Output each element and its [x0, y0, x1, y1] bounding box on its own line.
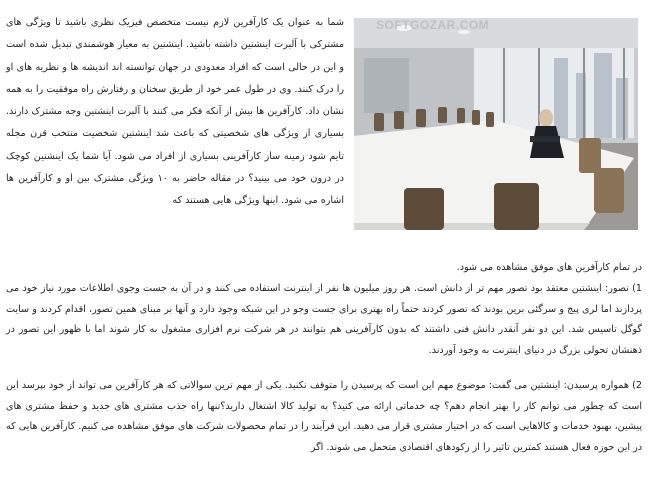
list-item [6, 279, 642, 361]
intro-continuation: در تمام کارآفرین های موفق مشاهده می شود. [456, 262, 642, 273]
office-photo [354, 18, 638, 230]
intro-paragraph: شما به عنوان یک کارآفرین لازم نیست متخصص فیزیک نظری باشید تا ویژگی های مشترکی با آلبرت اینشتین داشته باشید. اینشتین به معیار هوشمندی تبدیل شده است و این در حالی است که افراد معدودی در جهان توانسته اند اندیشه ها و نظریه های او را درک کنند. وی در طول عمر خود از طریق سخنان و رفتارش راه موفقیت را به همه نشان داد. کارآفرین ها بیش از آنکه فکر می کنند با آلبرت اینشتین وجه مشترک دارند. بسیاری از ویژگی های شخصیتی که باعث شد اینشتین شخصیت منتخب قرن مجله تایم شود زمینه ساز کارآفرینی بسیاری از افراد می شود. آیا شما یک اینشتین کوچک در درون خود می بینید؟ در مقاله حاضر به ۱۰ ویژگی مشترک بین او و کارآفرین ها اشاره می شود. اینها ویژگی هایی هستند که [6, 17, 344, 207]
watermark: SOFTGOZAR.COM [376, 18, 490, 32]
item-number: 2) [632, 380, 643, 391]
list-item [6, 376, 642, 458]
item-text: اینشتین معتقد بود تصور مهم تر از دانش است. هر روز میلیون ها نفر از اینترنت استفاده می کنند و در آن به جست وجوی اطلاعات مورد نیاز خود می پردازند اما لری پیج و سرگئی برین بودند که تصور کردند حتماً راه بهتری برای جست وجو در این شبکه وجود دارد و آنها بر مبنای همین تصور، اقدام کردند و سایت گوگل تاسیس شد. این دو نفر آنقدر دانش فنی داشتند که بدون کارآفرینی هم بتوانند در هر شرکت نرم افزاری مشغول به کار شوند اما با ظهور این تصور در ذهنشان تحولی بزرگ در دنیای اینترنت به وجود آوردند. [6, 283, 642, 356]
item-title: همواره پرسیدن: [563, 380, 629, 391]
item-title: تصور: [605, 283, 629, 294]
item-text: اینشتین می گفت: موضوع مهم این است که پرسیدن را متوقف نکنید. یکی از مهم ترین سوالاتی که هر کارآفرین می تواند از خود بپرسد این است که چطور می توانم کار را بهتر انجام دهم؟ چه خدماتی ارائه می کنید؟ به تولید کالا اشتغال دارید؟تنها راه جذب مشتری های جدید و حفظ مشتری های پیشین، بهبود خدمات و کالاهایی است که در اختیار مشتری قرار می دهید. این فرآیند را در تمام محصولات شرکت های موفق مشاهده می کنیم. کارآفرین هایی که در این حوزه فعال هستند کمترین تاثیر را از رکودهای اقتصادی متحمل می شوند. اگر [6, 380, 642, 453]
office-meeting-image [354, 18, 638, 230]
item-number: 1) [632, 283, 642, 294]
